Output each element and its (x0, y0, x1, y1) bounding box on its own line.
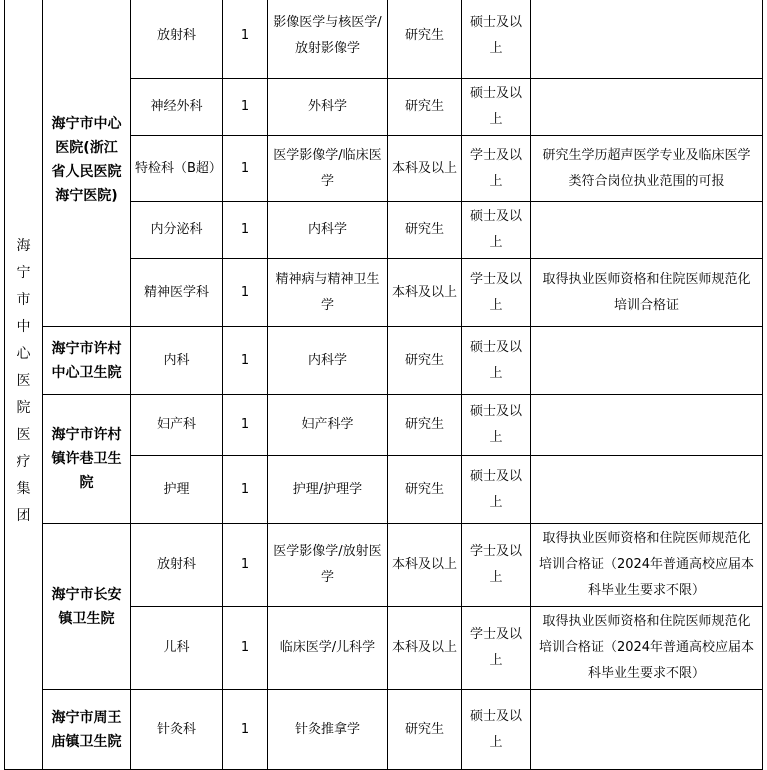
major-cell: 医学影像学/放射医学 (268, 524, 388, 607)
headcount-cell: 1 (223, 607, 268, 690)
education-cell: 本科及以上 (388, 136, 462, 202)
table-row (5, 327, 763, 395)
headcount-cell: 1 (223, 202, 268, 259)
degree-cell: 硕士及以上 (462, 395, 531, 456)
education-cell: 研究生 (388, 327, 462, 395)
degree-cell: 学士及以上 (462, 524, 531, 607)
department-cell: 针灸科 (131, 690, 223, 770)
note-cell (531, 0, 763, 79)
table-row (5, 395, 763, 456)
headcount-cell: 1 (223, 0, 268, 79)
major-cell: 护理/护理学 (268, 456, 388, 524)
note-cell (531, 456, 763, 524)
education-cell: 研究生 (388, 202, 462, 259)
note-cell: 取得执业医师资格和住院医师规范化培训合格证 (531, 259, 763, 327)
department-cell: 放射科 (131, 0, 223, 79)
major-cell: 外科学 (268, 79, 388, 136)
department-cell: 妇产科 (131, 395, 223, 456)
note-cell: 研究生学历超声医学专业及临床医学类符合岗位执业范围的可报 (531, 136, 763, 202)
headcount-cell: 1 (223, 456, 268, 524)
headcount-cell: 1 (223, 524, 268, 607)
department-cell: 特检科（B超） (131, 136, 223, 202)
education-cell: 本科及以上 (388, 259, 462, 327)
department-cell: 神经外科 (131, 79, 223, 136)
degree-cell: 硕士及以上 (462, 327, 531, 395)
education-cell: 研究生 (388, 456, 462, 524)
headcount-cell: 1 (223, 395, 268, 456)
degree-cell: 硕士及以上 (462, 202, 531, 259)
degree-cell: 硕士及以上 (462, 79, 531, 136)
note-cell: 取得执业医师资格和住院医师规范化培训合格证（2024年普通高校应届本科毕业生要求不限） (531, 524, 763, 607)
education-cell: 本科及以上 (388, 607, 462, 690)
recruitment-table (4, 0, 763, 770)
department-cell: 放射科 (131, 524, 223, 607)
education-cell: 研究生 (388, 690, 462, 770)
major-cell: 妇产科学 (268, 395, 388, 456)
unit-name-cell: 海宁市周王庙镇卫生院 (43, 690, 131, 770)
headcount-cell: 1 (223, 690, 268, 770)
degree-cell: 硕士及以上 (462, 690, 531, 770)
major-cell: 影像医学与核医学/放射影像学 (268, 0, 388, 79)
major-cell: 内科学 (268, 202, 388, 259)
note-cell: 取得执业医师资格和住院医师规范化培训合格证（2024年普通高校应届本科毕业生要求不限） (531, 607, 763, 690)
department-cell: 护理 (131, 456, 223, 524)
note-cell (531, 395, 763, 456)
headcount-cell: 1 (223, 327, 268, 395)
major-cell: 精神病与精神卫生学 (268, 259, 388, 327)
degree-cell: 硕士及以上 (462, 456, 531, 524)
note-cell (531, 79, 763, 136)
note-cell (531, 202, 763, 259)
department-cell: 内分泌科 (131, 202, 223, 259)
degree-cell: 学士及以上 (462, 607, 531, 690)
major-cell: 针灸推拿学 (268, 690, 388, 770)
education-cell: 本科及以上 (388, 524, 462, 607)
table-body (5, 0, 763, 770)
table-row (5, 690, 763, 770)
education-cell: 研究生 (388, 395, 462, 456)
major-cell: 内科学 (268, 327, 388, 395)
degree-cell: 硕士及以上 (462, 0, 531, 79)
degree-cell: 学士及以上 (462, 136, 531, 202)
table-row (5, 524, 763, 607)
headcount-cell: 1 (223, 136, 268, 202)
table-row (5, 0, 763, 79)
major-cell: 医学影像学/临床医学 (268, 136, 388, 202)
headcount-cell: 1 (223, 259, 268, 327)
department-cell: 内科 (131, 327, 223, 395)
department-cell: 儿科 (131, 607, 223, 690)
department-cell: 精神医学科 (131, 259, 223, 327)
note-cell (531, 690, 763, 770)
degree-cell: 学士及以上 (462, 259, 531, 327)
major-cell: 临床医学/儿科学 (268, 607, 388, 690)
education-cell: 研究生 (388, 79, 462, 136)
unit-name-cell: 海宁市许村中心卫生院 (43, 327, 131, 395)
education-cell: 研究生 (388, 0, 462, 79)
unit-name-cell: 海宁市中心医院(浙江省人民医院海宁医院) (43, 0, 131, 327)
group-name-cell: 海宁市中心医院医疗集团 (5, 0, 43, 770)
unit-name-cell: 海宁市长安镇卫生院 (43, 524, 131, 690)
unit-name-cell: 海宁市许村镇许巷卫生院 (43, 395, 131, 524)
note-cell (531, 327, 763, 395)
headcount-cell: 1 (223, 79, 268, 136)
